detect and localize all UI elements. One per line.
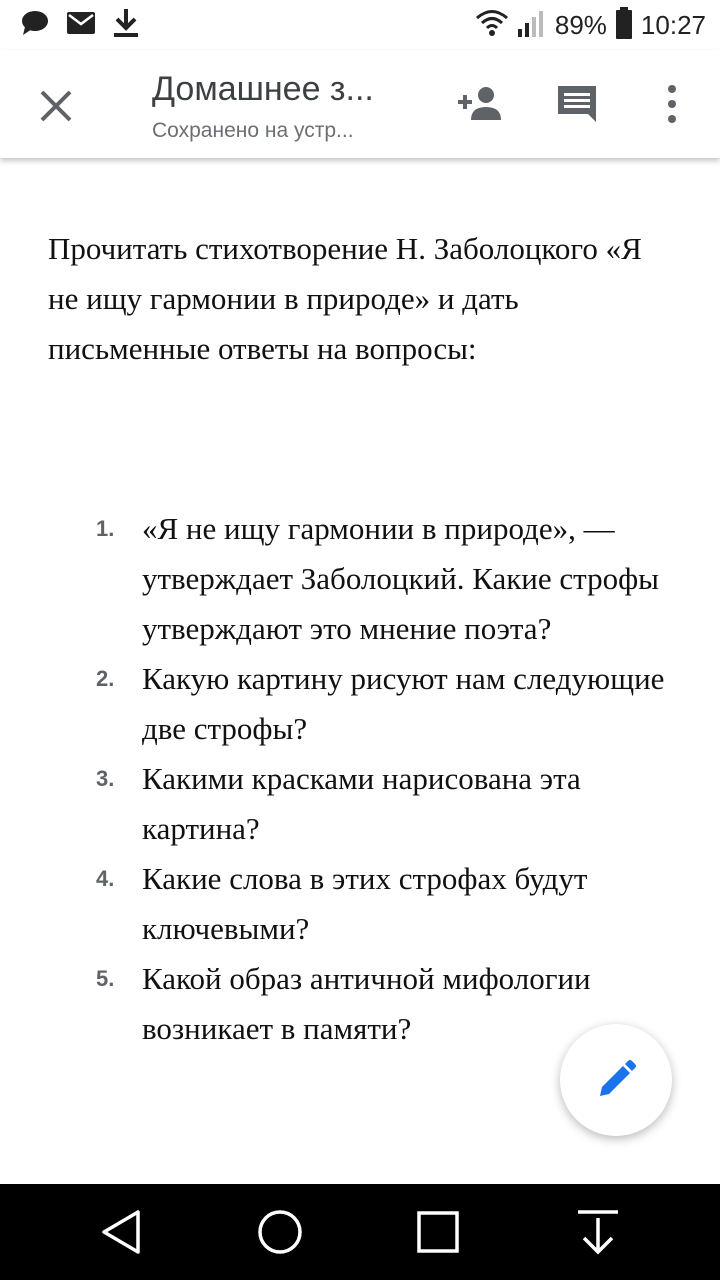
question-text: Какие слова в этих строфах будут ключевыми? xyxy=(142,861,588,946)
home-button[interactable] xyxy=(256,1208,304,1256)
list-item xyxy=(0,754,720,854)
list-item xyxy=(0,854,720,954)
status-bar xyxy=(0,0,720,50)
notifications-down-button[interactable] xyxy=(574,1208,622,1256)
more-vert-icon xyxy=(660,84,684,124)
add-user-icon xyxy=(456,84,504,124)
list-number: 5. xyxy=(96,966,115,991)
signal-icon xyxy=(517,9,547,42)
list-number: 3. xyxy=(96,766,115,791)
battery-percent: 89% xyxy=(554,9,607,40)
app-bar xyxy=(0,50,720,158)
share-button[interactable] xyxy=(456,84,504,124)
list-number: 1. xyxy=(96,516,115,541)
navigation-bar xyxy=(0,1184,720,1280)
question-list xyxy=(0,504,720,1054)
notification-down-icon xyxy=(574,1208,622,1256)
chat-bubble-icon xyxy=(20,9,50,42)
edit-fab-button[interactable] xyxy=(560,1024,672,1136)
list-item xyxy=(0,654,720,754)
clock: 10:27 xyxy=(640,9,706,40)
recents-button[interactable] xyxy=(414,1208,462,1256)
save-status: Сохранено на устр... xyxy=(152,119,354,142)
list-number: 2. xyxy=(96,666,115,691)
question-text: Какую картину рисуют нам следующие две строфы? xyxy=(142,661,665,746)
status-notifications xyxy=(20,8,140,42)
question-text: Какими красками нарисована эта картина? xyxy=(142,761,581,846)
document-titles xyxy=(152,70,412,143)
mail-icon xyxy=(66,11,96,40)
back-button[interactable] xyxy=(98,1208,146,1256)
comment-icon xyxy=(556,84,598,124)
close-icon xyxy=(36,86,76,126)
list-item xyxy=(0,504,720,654)
close-button[interactable] xyxy=(36,86,76,126)
home-icon xyxy=(256,1208,304,1256)
question-text: Какой образ античной мифологии возникает в памяти? xyxy=(142,961,591,1046)
intro-paragraph: Прочитать стихотворение Н. Заболоцкого «Я не ищу гармонии в природе» и дать письменные ответы на вопросы: xyxy=(48,231,642,366)
comments-button[interactable] xyxy=(556,84,598,124)
question-text: «Я не ищу гармонии в природе», — утверждает Заболоцкий. Какие строфы утверждают это мнение поэта? xyxy=(142,511,660,646)
battery-icon xyxy=(615,7,633,44)
document-title[interactable]: Домашнее з... xyxy=(152,70,374,108)
download-icon xyxy=(112,8,140,43)
list-number: 4. xyxy=(96,866,115,891)
edit-pencil-icon xyxy=(596,1060,636,1100)
recents-icon xyxy=(414,1208,462,1256)
back-icon xyxy=(98,1208,146,1256)
wifi-icon xyxy=(475,9,509,42)
status-system xyxy=(475,6,706,44)
more-options-button[interactable] xyxy=(660,84,684,124)
